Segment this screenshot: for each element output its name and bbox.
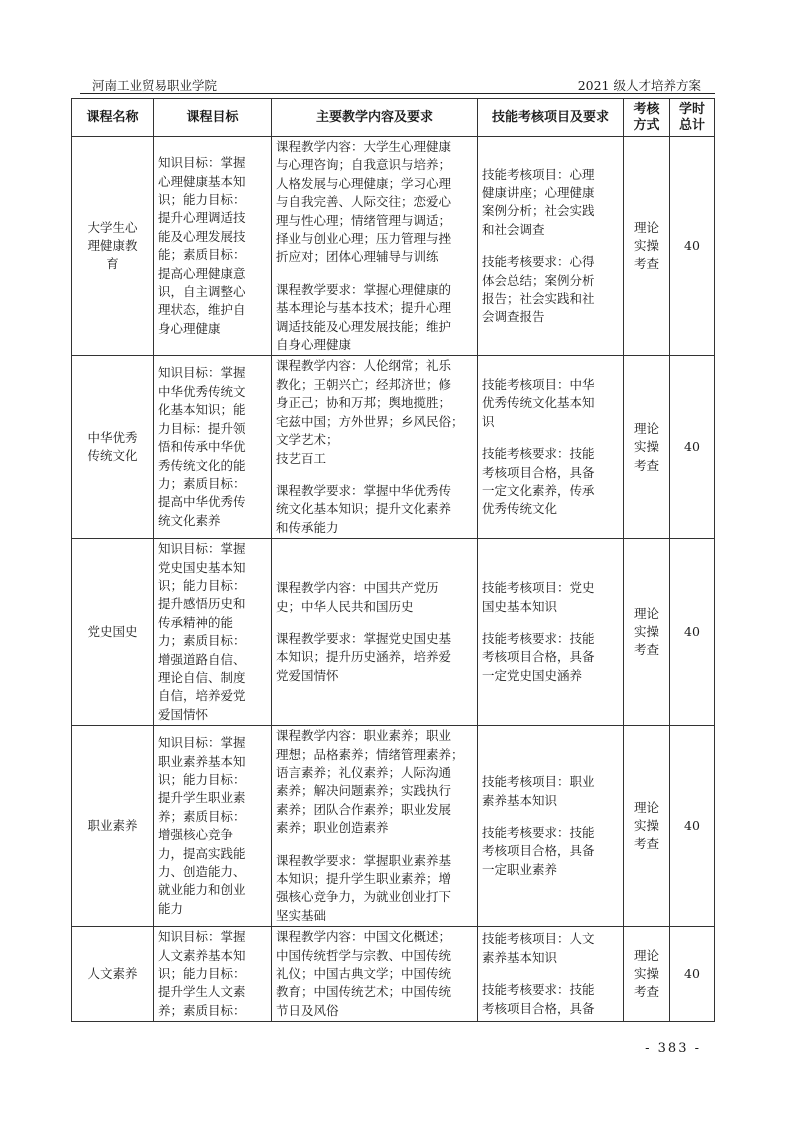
content-teaching: 课程教学内容：大学生心理健康 与心理咨询；自我意识与培养； 人格发展与心理健康；学习心理 与自我完善、人际交往；恋爱心 理与性心理；情绪管理与调适； 择业与创业心理；压力管理与挫 折应对；团体心理辅导与训练 [276, 139, 452, 265]
table-row [72, 356, 715, 539]
skill-requirement: 技能考核要求：技能 考核项目合格，具备 一定文化素养，传承 优秀传统文化 [482, 446, 595, 517]
skill-requirement: 技能考核要求：技能 考核项目合格，具备 一定职业素养 [482, 825, 595, 877]
header-institution: 河南工业贸易职业学院 [92, 78, 218, 93]
content-teaching: 课程教学内容：职业素养；职业 理想；品格素养；情绪管理素养； 语言素养；礼仪素养；人际沟通 素养；解决问题素养；实践执行 素养；团队合作素养；职业发展 素养；职业创造素养 [276, 728, 464, 836]
course-name: 大学生心 理健康教 育 [72, 137, 154, 356]
course-goal: 知识目标：掌握 中华优秀传统文 化基本知识；能 力目标：提升领 悟和传承中华优 秀传统文化的能 力；素质目标： 提高中华优秀传 统文化素养 [154, 356, 272, 539]
table-row [72, 726, 715, 927]
total-hours: 40 [670, 356, 715, 539]
content-teaching: 课程教学内容：人伦纲常；礼乐 教化；王朝兴亡；经邦济世；修 身正己；协和万邦；舆地揽胜； 宅兹中国；方外世界；乡风民俗； 文学艺术； 技艺百工 [276, 358, 464, 466]
assessment-method: 理论 实操 考查 [624, 726, 670, 927]
course-content [272, 726, 478, 927]
course-name: 人文素养 [72, 927, 154, 1022]
col-header-content: 主要教学内容及要求 [272, 99, 478, 137]
header-document-title: 2021 级人才培养方案 [577, 78, 701, 93]
skill-item: 技能考核项目：心理 健康讲座；心理健康 案例分析；社会实践 和社会调查 [482, 166, 595, 237]
course-name: 中华优秀 传统文化 [72, 356, 154, 539]
course-name: 党史国史 [72, 539, 154, 726]
total-hours: 40 [670, 539, 715, 726]
skill-item: 技能考核项目：党史 国史基本知识 [482, 580, 595, 614]
content-requirement: 课程教学要求：掌握职业素养基 本知识；提升学生职业素养；增 强核心竞争力，为就业创业打下 坚实基础 [276, 852, 452, 923]
table-row [72, 927, 715, 1022]
content-teaching: 课程教学内容：中国文化概述； 中国传统哲学与宗教、中国传统 礼仪；中国古典文学；中国传统 教育；中国传统艺术；中国传统 节日及风俗 [276, 929, 452, 1018]
skill-item: 技能考核项目：职业 素养基本知识 [482, 774, 595, 808]
skill-requirement: 技能考核要求：技能 考核项目合格，具备 一定党史国史涵养 [482, 630, 595, 683]
assessment-method: 理论 实操 考查 [624, 356, 670, 539]
course-content [272, 539, 478, 726]
header-rule [80, 93, 715, 94]
skill-item: 技能考核项目：人文 素养基本知识 [482, 931, 595, 965]
table-row [72, 137, 715, 356]
course-goal: 知识目标：掌握 职业素养基本知 识；能力目标： 提升学生职业素 养；素质目标： 增强核心竞争 力，提高实践能 力、创造能力、 就业能力和创业 能力 [154, 726, 272, 927]
assessment-method: 理论 实操 考查 [624, 539, 670, 726]
skill-item: 技能考核项目：中华 优秀传统文化基本知 识 [482, 376, 595, 429]
content-teaching: 课程教学内容：中国共产党历 史；中华人民共和国历史 [276, 580, 439, 614]
total-hours: 40 [670, 726, 715, 927]
col-header-skill: 技能考核项目及要求 [478, 99, 624, 137]
content-requirement: 课程教学要求：掌握党史国史基 本知识；提升历史涵养，培养爱 党爱国情怀 [276, 630, 452, 683]
course-content [272, 137, 478, 356]
content-requirement: 课程教学要求：掌握心理健康的 基本理论与基本技术；提升心理 调适技能及心理发展技能；维护 自身心理健康 [276, 281, 452, 353]
course-name: 职业素养 [72, 726, 154, 927]
col-header-hours: 学时 总计 [670, 99, 715, 137]
course-skill [478, 927, 624, 1022]
page-number: - 383 - [645, 1041, 701, 1056]
col-header-name: 课程名称 [72, 99, 154, 137]
skill-requirement: 技能考核要求：技能 考核项目合格，具备 [482, 982, 595, 1016]
table-row [72, 539, 715, 726]
assessment-method: 理论 实操 考查 [624, 137, 670, 356]
course-skill [478, 137, 624, 356]
assessment-method: 理论 实操 考查 [624, 927, 670, 1022]
col-header-method: 考核 方式 [624, 99, 670, 137]
total-hours: 40 [670, 927, 715, 1022]
course-content [272, 927, 478, 1022]
course-table [71, 98, 715, 1022]
col-header-goal: 课程目标 [154, 99, 272, 137]
course-skill [478, 356, 624, 539]
total-hours: 40 [670, 137, 715, 356]
course-goal: 知识目标：掌握 人文素养基本知 识；能力目标： 提升学生人文素 养；素质目标： [154, 927, 272, 1022]
table-header-row [72, 99, 715, 137]
course-goal: 知识目标：掌握 党史国史基本知 识；能力目标： 提升感悟历史和 传承精神的能 力；素质目标： 增强道路自信、 理论自信、制度 自信，培养爱党 爱国情怀 [154, 539, 272, 726]
content-requirement: 课程教学要求：掌握中华优秀传 统文化基本知识；提升文化素养 和传承能力 [276, 482, 452, 535]
skill-requirement: 技能考核要求：心得 体会总结；案例分析 报告；社会实践和社 会调查报告 [482, 254, 595, 325]
course-skill [478, 726, 624, 927]
course-goal: 知识目标：掌握 心理健康基本知 识；能力目标： 提升心理调适技 能及心理发展技 能；素质目标： 提高心理健康意 识，自主调整心 理状态，维护自 身心理健康 [154, 137, 272, 356]
course-skill [478, 539, 624, 726]
course-content [272, 356, 478, 539]
